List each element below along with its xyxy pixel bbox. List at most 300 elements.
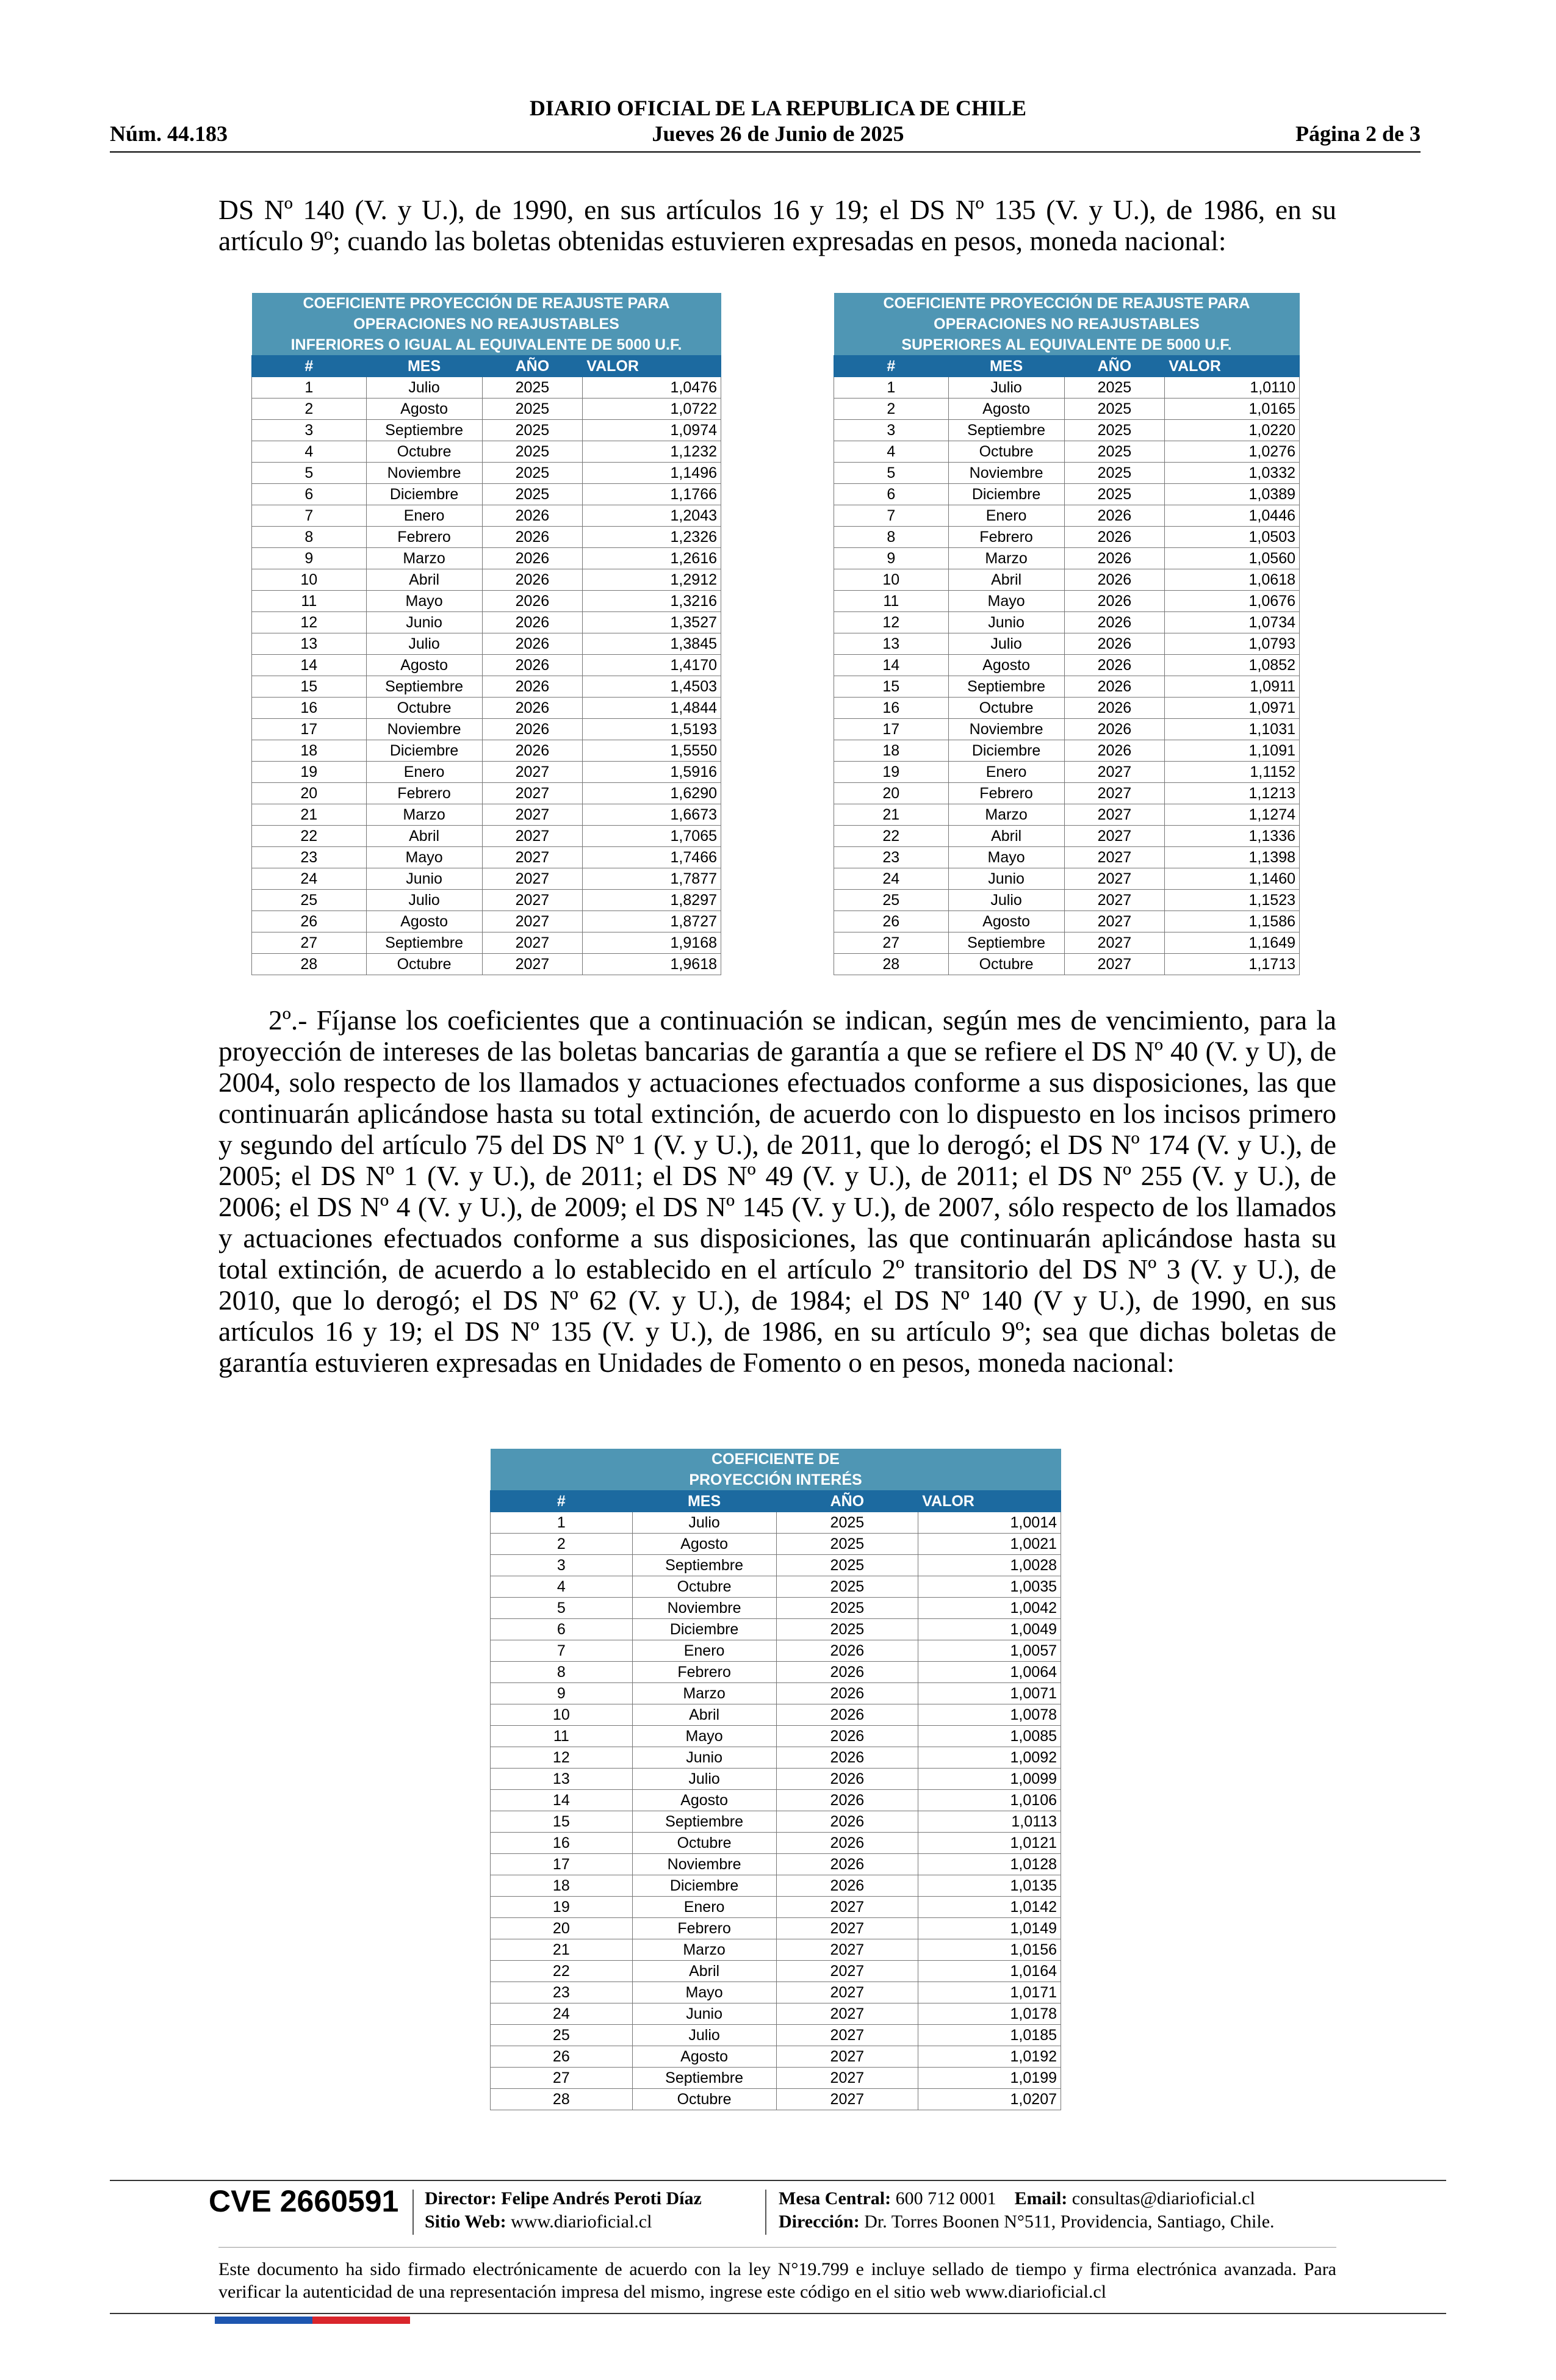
table-cell: 24 (834, 868, 949, 890)
table-cell: 1,0276 (1165, 441, 1300, 463)
table-cell: 1,0560 (1165, 548, 1300, 569)
table-cell: Junio (632, 1747, 776, 1769)
table-cell: 2026 (776, 1640, 918, 1662)
table-cell: Agosto (948, 655, 1064, 676)
table-cell: Octubre (366, 441, 482, 463)
table-cell: 2026 (1064, 633, 1165, 655)
table-cell: 2027 (1064, 847, 1165, 868)
table-row (834, 762, 1300, 783)
table-cell: 20 (491, 1918, 633, 1939)
table-cell: 1 (491, 1512, 633, 1534)
table-cell: 2026 (1064, 698, 1165, 719)
site-line (425, 2210, 652, 2234)
table-cell: 2 (252, 398, 367, 420)
table-cell: 8 (834, 527, 949, 548)
table-cell: 2025 (776, 1534, 918, 1555)
table-cell: 28 (834, 954, 949, 975)
table-row (491, 1918, 1061, 1939)
table-cell: 1,0049 (918, 1619, 1061, 1640)
table-cell: 2026 (776, 1726, 918, 1747)
table-cell: 2025 (1064, 463, 1165, 484)
table-cell: 2025 (482, 441, 583, 463)
table-caption-row (834, 314, 1300, 334)
table-cell: 2026 (1064, 505, 1165, 527)
table-cell: Octubre (366, 698, 482, 719)
table-row (834, 911, 1300, 932)
table-cell: Septiembre (366, 932, 482, 954)
table-cell: 17 (252, 719, 367, 740)
table-caption: SUPERIORES AL EQUIVALENTE DE 5000 U.F. (834, 334, 1300, 356)
table-row (252, 868, 721, 890)
table-cell: Febrero (632, 1918, 776, 1939)
table-cell: 1,0852 (1165, 655, 1300, 676)
table-row (491, 1512, 1061, 1534)
table-cell: Julio (366, 890, 482, 911)
table-row (252, 826, 721, 847)
table-cell: 2027 (1064, 826, 1165, 847)
table-cell: 1,2043 (583, 505, 721, 527)
table-cell: 1,1232 (583, 441, 721, 463)
table-row (252, 569, 721, 591)
table-cell: 7 (252, 505, 367, 527)
column-header: VALOR (583, 356, 721, 377)
table-cell: 3 (834, 420, 949, 441)
table-cell: 1,6673 (583, 804, 721, 826)
table-cell: 12 (834, 612, 949, 633)
table-caption-row (834, 334, 1300, 356)
footer-divider-bottom (110, 2313, 1446, 2314)
table-row (834, 612, 1300, 633)
table-cell: 12 (491, 1747, 633, 1769)
table-cell: 1,5916 (583, 762, 721, 783)
table-cell: 21 (491, 1939, 633, 1961)
table-cell: 1,0722 (583, 398, 721, 420)
address-label: Dirección: (779, 2212, 860, 2232)
table-cell: 7 (834, 505, 949, 527)
table-cell: 5 (252, 463, 367, 484)
table-cell: 2025 (776, 1576, 918, 1598)
table-row (834, 676, 1300, 698)
table-cell: 4 (834, 441, 949, 463)
table-caption-row (491, 1469, 1061, 1491)
table-cell: 2026 (482, 633, 583, 655)
table-row (252, 655, 721, 676)
table-row (491, 2089, 1061, 2110)
table-proyeccion-interes (490, 1449, 1061, 2110)
site-label: Sitio Web: (425, 2212, 506, 2232)
table-row (491, 2068, 1061, 2089)
table-cell: Enero (366, 505, 482, 527)
table-cell: 13 (252, 633, 367, 655)
table-cell: 2026 (776, 1790, 918, 1811)
table-cell: 1,0164 (918, 1961, 1061, 1982)
table-cell: 1 (252, 377, 367, 398)
table-cell: 20 (252, 783, 367, 804)
table-cell: 1,0110 (1165, 377, 1300, 398)
table-cell: 1,1031 (1165, 719, 1300, 740)
table-cell: 25 (252, 890, 367, 911)
table-cell: 1,0971 (1165, 698, 1300, 719)
table-cell: Enero (632, 1897, 776, 1918)
table-cell: 1,0092 (918, 1747, 1061, 1769)
table-cell: 22 (252, 826, 367, 847)
table-cell: 2026 (1064, 569, 1165, 591)
table-row (834, 484, 1300, 505)
table-cell: 28 (252, 954, 367, 975)
table-cell: 1,7466 (583, 847, 721, 868)
table-row (252, 932, 721, 954)
issue-number: Núm. 44.183 (110, 121, 228, 146)
table-row (491, 1726, 1061, 1747)
column-header: # (252, 356, 367, 377)
table-caption: OPERACIONES NO REAJUSTABLES (834, 314, 1300, 334)
table-cell: 2027 (776, 2068, 918, 2089)
table-cell: Mayo (948, 847, 1064, 868)
table-cell: Julio (948, 633, 1064, 655)
table-cell: 1,1586 (1165, 911, 1300, 932)
issue-date: Jueves 26 de Junio de 2025 (652, 121, 904, 146)
table-cell: Marzo (948, 548, 1064, 569)
table-cell: 1,0165 (1165, 398, 1300, 420)
table-row (491, 1875, 1061, 1897)
page-indicator: Página 2 de 3 (1295, 121, 1421, 146)
table-cell: Octubre (632, 2089, 776, 2110)
table-cell: 28 (491, 2089, 633, 2110)
table-cell: Septiembre (632, 1811, 776, 1833)
table-cell: 1,0135 (918, 1875, 1061, 1897)
column-header: AÑO (1064, 356, 1165, 377)
table-row (834, 847, 1300, 868)
table-cell: 2027 (1064, 783, 1165, 804)
table-row (491, 1939, 1061, 1961)
table-row (834, 527, 1300, 548)
table-row (252, 591, 721, 612)
table-cell: 2026 (482, 527, 583, 548)
table-cell: 2026 (1064, 527, 1165, 548)
table-cell: Noviembre (948, 719, 1064, 740)
table-cell: 10 (252, 569, 367, 591)
table-cell: 1,3216 (583, 591, 721, 612)
table-row (491, 1833, 1061, 1854)
table-cell: Marzo (366, 548, 482, 569)
table-cell: 1,0332 (1165, 463, 1300, 484)
table-cell: 1,1523 (1165, 890, 1300, 911)
table-cell: 1,9618 (583, 954, 721, 975)
newspaper-title: DIARIO OFICIAL DE LA REPUBLICA DE CHILE (529, 96, 1027, 120)
table-cell: Diciembre (632, 1875, 776, 1897)
table-cell: 2026 (776, 1704, 918, 1726)
table-cell: 1,0028 (918, 1555, 1061, 1576)
table-cell: 2027 (776, 2089, 918, 2110)
table-row (252, 420, 721, 441)
table-cell: Septiembre (948, 932, 1064, 954)
table-cell: 1,0071 (918, 1683, 1061, 1704)
column-header: VALOR (1165, 356, 1300, 377)
table-cell: 12 (252, 612, 367, 633)
table-cell: 2026 (482, 719, 583, 740)
table-caption-row (834, 293, 1300, 314)
table-cell: 2026 (776, 1683, 918, 1704)
table-cell: 4 (491, 1576, 633, 1598)
table-cell: 1,0178 (918, 2003, 1061, 2025)
address-line (779, 2210, 1275, 2234)
paragraph-2 (218, 1004, 1336, 1378)
table-cell: Octubre (948, 698, 1064, 719)
footer-divider-mid (218, 2247, 1336, 2248)
table-cell: Agosto (366, 655, 482, 676)
address-text: Dr. Torres Boonen N°511, Providencia, Santiago, Chile. (864, 2212, 1275, 2232)
table-row (491, 1704, 1061, 1726)
table-cell: Agosto (366, 911, 482, 932)
table-cell: 16 (491, 1833, 633, 1854)
table-cell: 26 (252, 911, 367, 932)
table-cell: Septiembre (366, 420, 482, 441)
table-cell: 2025 (482, 463, 583, 484)
table-row (252, 740, 721, 762)
table-cell: Octubre (366, 954, 482, 975)
table-cell: 14 (834, 655, 949, 676)
table-caption: OPERACIONES NO REAJUSTABLES (252, 314, 721, 334)
table-cell: 2026 (482, 740, 583, 762)
table-cell: Junio (948, 612, 1064, 633)
table-cell: 26 (491, 2046, 633, 2068)
table-cell: 1,0192 (918, 2046, 1061, 2068)
table-cell: 9 (834, 548, 949, 569)
footer-divider-top (110, 2180, 1446, 2181)
table-cell: 1,0121 (918, 1833, 1061, 1854)
table-row (252, 463, 721, 484)
table-row (491, 1619, 1061, 1640)
table-cell: 1,0014 (918, 1512, 1061, 1534)
table-caption-row (491, 1449, 1061, 1469)
table-cell: 16 (834, 698, 949, 719)
table-cell: 2025 (776, 1555, 918, 1576)
table-cell: 2027 (482, 868, 583, 890)
table-cell: 2027 (776, 1982, 918, 2003)
table-cell: 1,3527 (583, 612, 721, 633)
table-cell: 2025 (482, 484, 583, 505)
table-cell: 2025 (776, 1512, 918, 1534)
table-cell: 2026 (776, 1662, 918, 1683)
table-row (834, 377, 1300, 398)
table-cell: 2025 (1064, 420, 1165, 441)
table-cell: 2025 (1064, 377, 1165, 398)
table-cell: 2026 (482, 676, 583, 698)
table-cell: 2 (491, 1534, 633, 1555)
column-header: # (491, 1491, 633, 1512)
table-caption: COEFICIENTE PROYECCIÓN DE REAJUSTE PARA (834, 293, 1300, 314)
table-row (491, 1811, 1061, 1833)
table-row (834, 633, 1300, 655)
table-cell: 2026 (482, 591, 583, 612)
table-row (491, 2003, 1061, 2025)
table-row (491, 1769, 1061, 1790)
table-cell: Junio (632, 2003, 776, 2025)
table-cell: 2027 (776, 1939, 918, 1961)
table-cell: 1,4844 (583, 698, 721, 719)
table-cell: 13 (834, 633, 949, 655)
table-row (252, 548, 721, 569)
table-cell: 2026 (482, 505, 583, 527)
table-cell: Marzo (366, 804, 482, 826)
table-cell: 23 (491, 1982, 633, 2003)
table-cell: Agosto (632, 1790, 776, 1811)
table-cell: Agosto (366, 398, 482, 420)
table-cell: 6 (834, 484, 949, 505)
table-cell: Septiembre (632, 1555, 776, 1576)
table-cell: 2026 (1064, 655, 1165, 676)
table-cell: 19 (491, 1897, 633, 1918)
table-row (491, 1747, 1061, 1769)
table-row (834, 783, 1300, 804)
table-cell: 1,1152 (1165, 762, 1300, 783)
table-cell: Julio (632, 2025, 776, 2046)
table-cell: 4 (252, 441, 367, 463)
table-cell: Septiembre (948, 676, 1064, 698)
table-cell: 1,6290 (583, 783, 721, 804)
table-cell: Enero (632, 1640, 776, 1662)
table-cell: 1,2912 (583, 569, 721, 591)
table-cell: 21 (834, 804, 949, 826)
table-row (252, 527, 721, 548)
table-cell: 2026 (776, 1875, 918, 1897)
table-cell: Noviembre (632, 1598, 776, 1619)
table-reajuste-superiores (834, 293, 1300, 975)
table-row (491, 1555, 1061, 1576)
table-cell: Febrero (948, 527, 1064, 548)
table-cell: 14 (491, 1790, 633, 1811)
paragraph-2-text: 2º.- Fíjanse los coeficientes que a continuación se indican, según mes de vencimiento, para la proyección de intereses de las boletas bancarias de garantía a que se refiere el DS Nº 40 (V. y U), de 2004, solo respecto de los llamados y actuaciones efectuados conforme a sus disposiciones, las que continuarán aplicándose hasta su total extinción, de acuerdo con lo dispuesto en los incisos primero y segundo del artículo 75 del DS Nº 1 (V. y U.), de 2011, que lo derogó; el DS Nº 174 (V. y U.), de 2005; el DS Nº 1 (V. y U.), de 2011; el DS Nº 49 (V. y U.), de 2011; el DS Nº 255 (V. y U.), de 2006; el DS Nº 4 (V. y U.), de 2009; el DS Nº 145 (V. y U.), de 2007, sólo respecto de los llamados y actuaciones efectuados conforme a sus disposiciones, las que continuarán aplicándose hasta su total extinción, de acuerdo a lo establecido en el artículo 2º transitorio del DS Nº 3 (V. y U.), de 2010, que lo derogó; el DS Nº 62 (V. y U.), de 1984; el DS Nº 140 (V y U.), de 1990, en sus artículos 16 y 19; el DS Nº 135 (V. y U.), de 1986, en su artículo 9º; sea que dichas boletas de garantía estuvieren expresadas en Unidades de Fomento o en pesos, moneda nacional: (218, 1004, 1336, 1378)
table-cell: Mayo (948, 591, 1064, 612)
email-label: Email: (1014, 2188, 1068, 2209)
table-cell: 2026 (1064, 719, 1165, 740)
table-cell: 1,0734 (1165, 612, 1300, 633)
cve-code: CVE 2660591 (209, 2184, 399, 2218)
table-cell: Noviembre (366, 463, 482, 484)
table-row (834, 719, 1300, 740)
table-cell: 11 (252, 591, 367, 612)
table-row (252, 505, 721, 527)
table-cell: 1,1336 (1165, 826, 1300, 847)
table-row (252, 847, 721, 868)
table-caption: PROYECCIÓN INTERÉS (491, 1469, 1061, 1491)
table-cell: 9 (252, 548, 367, 569)
column-header: AÑO (482, 356, 583, 377)
email-link[interactable]: consultas@diarioficial.cl (1072, 2188, 1255, 2209)
table-cell: 1,0113 (918, 1811, 1061, 1833)
table-row (834, 655, 1300, 676)
legal-notice: Este documento ha sido firmado electrónicamente de acuerdo con la ley N°19.799 e incluye sellado de tiempo y firma electrónica avanzada. Para verificar la autenticidad de una representación impresa del mismo, ingrese este código en el sitio web www.diarioficial.cl (218, 2259, 1336, 2302)
contact-line (779, 2187, 1255, 2210)
table-cell: 1,4503 (583, 676, 721, 698)
table-row (834, 441, 1300, 463)
table-row (252, 804, 721, 826)
table-cell: 25 (834, 890, 949, 911)
mesa-label: Mesa Central: (779, 2188, 891, 2209)
table-cell: 2027 (1064, 932, 1165, 954)
column-header: MES (366, 356, 482, 377)
table-cell: 21 (252, 804, 367, 826)
table-cell: 26 (834, 911, 949, 932)
table-reajuste-inferiores (251, 293, 721, 975)
table-cell: Junio (366, 868, 482, 890)
table-cell: 15 (491, 1811, 633, 1833)
table-cell: 15 (252, 676, 367, 698)
table-cell: Julio (948, 890, 1064, 911)
table-cell: 2027 (482, 783, 583, 804)
table-cell: 1,8727 (583, 911, 721, 932)
table-cell: 2026 (776, 1854, 918, 1875)
table-cell: Abril (948, 826, 1064, 847)
table-cell: 27 (834, 932, 949, 954)
table-cell: 2027 (482, 890, 583, 911)
table-cell: 1,0171 (918, 1982, 1061, 2003)
table-cell: 27 (491, 2068, 633, 2089)
table-caption: COEFICIENTE PROYECCIÓN DE REAJUSTE PARA (252, 293, 721, 314)
table-cell: Agosto (948, 398, 1064, 420)
table-cell: 1,8297 (583, 890, 721, 911)
column-header: VALOR (918, 1491, 1061, 1512)
table-cell: 23 (252, 847, 367, 868)
table-row (252, 783, 721, 804)
table-cell: Octubre (632, 1833, 776, 1854)
table-cell: 2026 (482, 548, 583, 569)
table-cell: 2026 (776, 1833, 918, 1854)
table-cell: Abril (366, 569, 482, 591)
table-cell: 8 (252, 527, 367, 548)
intro-paragraph (218, 194, 1336, 256)
table-cell: 1,0676 (1165, 591, 1300, 612)
table-caption-row (252, 293, 721, 314)
table-cell: 2026 (482, 698, 583, 719)
column-header: AÑO (776, 1491, 918, 1512)
table-cell: 13 (491, 1769, 633, 1790)
table-cell: Mayo (632, 1982, 776, 2003)
column-header: MES (948, 356, 1064, 377)
table-row (491, 2025, 1061, 2046)
director-name: Felipe Andrés Peroti Díaz (501, 2188, 702, 2209)
table-cell: 10 (491, 1704, 633, 1726)
site-link[interactable]: www.diarioficial.cl (511, 2212, 652, 2232)
table-cell: 2026 (482, 612, 583, 633)
table-cell: Junio (366, 612, 482, 633)
table-row (491, 1534, 1061, 1555)
table-cell: 2026 (482, 655, 583, 676)
table-cell: 1,0503 (1165, 527, 1300, 548)
table-caption-row (252, 314, 721, 334)
table-cell: 18 (252, 740, 367, 762)
table-cell: 2027 (482, 911, 583, 932)
table-cell: 3 (491, 1555, 633, 1576)
table-cell: 1,1649 (1165, 932, 1300, 954)
table-cell: 2027 (776, 1897, 918, 1918)
table-cell: 2026 (1064, 740, 1165, 762)
table-row (834, 398, 1300, 420)
table-cell: 2027 (1064, 868, 1165, 890)
table-cell: 2025 (482, 377, 583, 398)
table-cell: Noviembre (948, 463, 1064, 484)
table-cell: 2027 (776, 1918, 918, 1939)
table-cell: Abril (632, 1704, 776, 1726)
table-cell: Abril (632, 1961, 776, 1982)
table-row (491, 1576, 1061, 1598)
table-cell: Febrero (366, 527, 482, 548)
table-cell: Agosto (632, 2046, 776, 2068)
table-row (252, 954, 721, 975)
table-cell: 2027 (1064, 954, 1165, 975)
table-cell: 1,0085 (918, 1726, 1061, 1747)
table-row (834, 591, 1300, 612)
